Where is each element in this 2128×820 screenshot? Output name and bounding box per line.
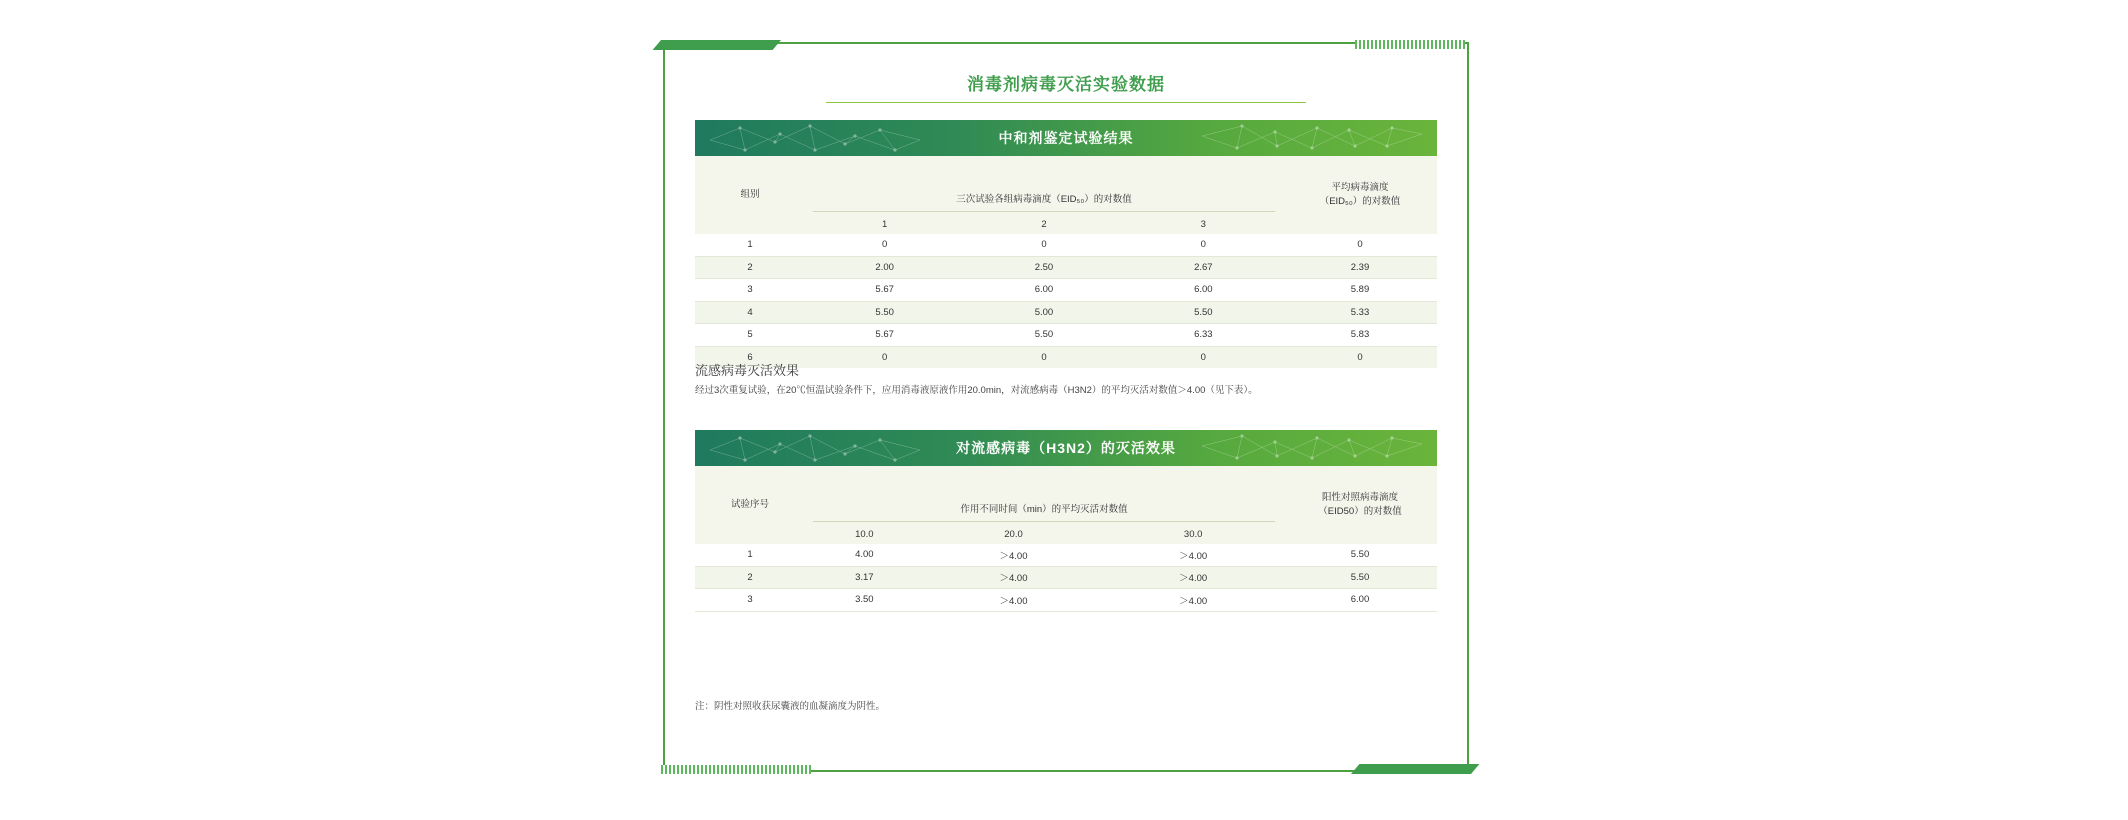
cell-v1: 5.67 [805, 324, 964, 347]
cell-group: 1 [695, 234, 805, 256]
cell-avg: 2.39 [1283, 256, 1437, 279]
table-2-subheader-3: 30.0 [1103, 524, 1283, 544]
table-2-subheader-2: 20.0 [924, 524, 1104, 544]
table-1-header-average-line2: （EID₅₀）的对数值 [1319, 196, 1401, 207]
table-row [695, 234, 1437, 256]
cell-t10: 3.17 [805, 566, 924, 589]
table-2-header-control-line1: 阳性对照病毒滴度 [1321, 491, 1398, 503]
table-2-header-span-rule [813, 521, 1275, 522]
cell-v2: 0 [964, 346, 1123, 368]
cell-group: 3 [695, 279, 805, 302]
table-1-header-average-line1: 平均病毒滴度 [1331, 181, 1389, 193]
card-body [671, 50, 1461, 764]
cell-v1: 5.50 [805, 301, 964, 324]
table-1-title: 中和剂鉴定试验结果 [998, 130, 1134, 146]
decor-corner-bottom-right [1351, 764, 1479, 774]
table-2 [695, 466, 1437, 612]
table-1-header-span [805, 156, 1283, 214]
cell-group: 6 [695, 346, 805, 368]
cell-avg: 5.89 [1283, 279, 1437, 302]
table-1-block [695, 120, 1437, 368]
cell-avg: 0 [1283, 234, 1437, 256]
cell-v3: 0 [1124, 346, 1283, 368]
cell-group: 4 [695, 301, 805, 324]
table-row [695, 346, 1437, 368]
table-1-subheader-3: 3 [1124, 214, 1283, 234]
section-paragraph: 经过3次重复试验，在20℃恒温试验条件下，应用消毒液原液作用20.0min，对流感病毒（H3N2）的平均灭活对数值＞4.00（见下表）。 [695, 385, 1258, 396]
table-row [695, 279, 1437, 302]
table-2-block [695, 430, 1437, 612]
table-row [695, 544, 1437, 566]
table-2-header-span-label: 作用不同时间（min）的平均灭活对数值 [960, 503, 1128, 515]
table-1-subheader-1: 1 [805, 214, 964, 234]
table-2-header-no: 试验序号 [695, 466, 805, 544]
table-2-header-span [805, 466, 1283, 524]
table-2-header-control-line2: （EID50）的对数值 [1318, 506, 1402, 517]
cell-v1: 2.00 [805, 256, 964, 279]
cell-no: 2 [695, 566, 805, 589]
cell-v2: 2.50 [964, 256, 1123, 279]
cell-group: 5 [695, 324, 805, 347]
cell-ctrl: 6.00 [1283, 589, 1437, 612]
cell-no: 1 [695, 544, 805, 566]
cell-v2: 0 [964, 234, 1123, 256]
section-heading: 流感病毒灭活效果 [695, 363, 800, 378]
cell-avg: 0 [1283, 346, 1437, 368]
table-row [695, 589, 1437, 612]
table-1-header-average [1283, 156, 1437, 234]
table-1-header-group: 组别 [695, 156, 805, 234]
table-row [695, 566, 1437, 589]
cell-t30: ＞4.00 [1103, 589, 1283, 612]
cell-v2: 5.50 [964, 324, 1123, 347]
cell-v3: 5.50 [1124, 301, 1283, 324]
cell-v1: 5.67 [805, 279, 964, 302]
cell-ctrl: 5.50 [1283, 544, 1437, 566]
table-row [695, 256, 1437, 279]
cell-t20: ＞4.00 [924, 566, 1104, 589]
table-2-banner [695, 430, 1437, 466]
table-1-subheader-2: 2 [964, 214, 1123, 234]
cell-t20: ＞4.00 [924, 544, 1104, 566]
table-1-header-span-label: 三次试验各组病毒滴度（EID₅₀）的对数值 [956, 193, 1132, 205]
cell-group: 2 [695, 256, 805, 279]
cell-v2: 5.00 [964, 301, 1123, 324]
cell-t30: ＞4.00 [1103, 544, 1283, 566]
document-card [663, 42, 1469, 772]
cell-v1: 0 [805, 346, 964, 368]
cell-avg: 5.33 [1283, 301, 1437, 324]
table-2-title: 对流感病毒（H3N2）的灭活效果 [956, 440, 1176, 456]
cell-v3: 6.33 [1124, 324, 1283, 347]
table-row [695, 301, 1437, 324]
decor-corner-top-left [653, 40, 781, 50]
page-title: 消毒剂病毒灭活实验数据 [967, 75, 1165, 94]
cell-t30: ＞4.00 [1103, 566, 1283, 589]
table-2-header-control [1283, 466, 1437, 544]
table-2-subheader-1: 10.0 [805, 524, 924, 544]
cell-v3: 0 [1124, 234, 1283, 256]
cell-t10: 3.50 [805, 589, 924, 612]
cell-v1: 0 [805, 234, 964, 256]
table-2-note: 注：阴性对照收获尿囊液的血凝滴度为阴性。 [695, 701, 886, 712]
decor-stripe-bottom-left [661, 765, 811, 774]
cell-ctrl: 5.50 [1283, 566, 1437, 589]
cell-avg: 5.83 [1283, 324, 1437, 347]
table-1-banner [695, 120, 1437, 156]
cell-v2: 6.00 [964, 279, 1123, 302]
cell-v3: 2.67 [1124, 256, 1283, 279]
cell-v3: 6.00 [1124, 279, 1283, 302]
cell-no: 3 [695, 589, 805, 612]
cell-t20: ＞4.00 [924, 589, 1104, 612]
cell-t10: 4.00 [805, 544, 924, 566]
table-2-header-row [695, 466, 1437, 524]
table-1 [695, 156, 1437, 368]
decor-stripe-top-right [1355, 40, 1465, 49]
table-1-header-row [695, 156, 1437, 214]
table-1-header-span-rule [813, 211, 1275, 212]
table-row [695, 324, 1437, 347]
title-divider [826, 102, 1306, 103]
